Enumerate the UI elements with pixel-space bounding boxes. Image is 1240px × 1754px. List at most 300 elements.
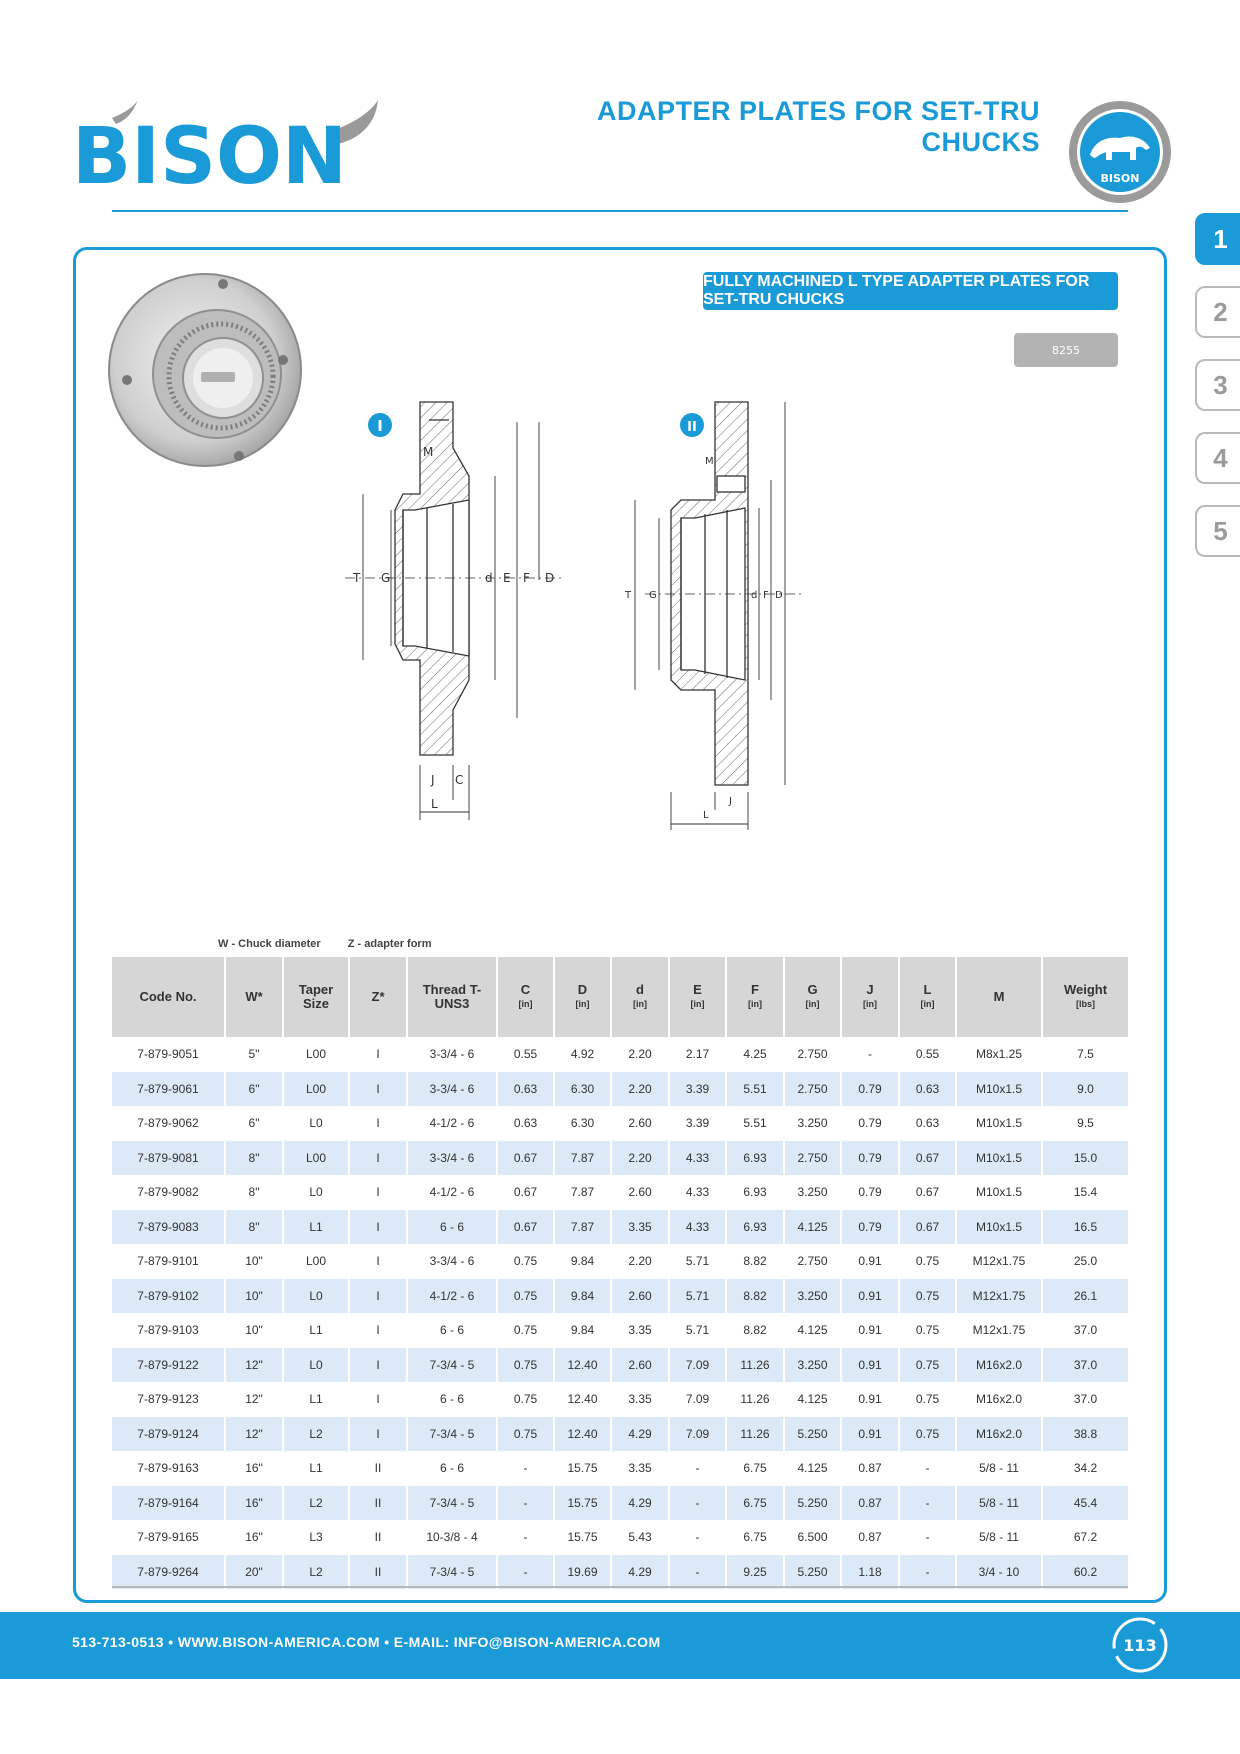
label-f-2: F: [763, 590, 769, 601]
table-cell: 0.75: [497, 1348, 554, 1383]
table-cell: 6.93: [726, 1141, 784, 1176]
table-cell: 0.75: [497, 1382, 554, 1417]
table-row: [112, 1348, 1128, 1383]
label-d-2: d: [751, 590, 758, 601]
table-cell: 6": [225, 1106, 283, 1141]
table-cell: I: [349, 1348, 407, 1383]
table-cell: 0.87: [841, 1486, 899, 1521]
table-cell: 0.63: [497, 1106, 554, 1141]
column-header-unit: [in]: [518, 999, 533, 1009]
table-cell: -: [497, 1451, 554, 1486]
column-header-label: E: [693, 982, 702, 997]
footer-contact: 513-713-0513 • WWW.BISON-AMERICA.COM • E-MAIL: INFO@BISON-AMERICA.COM: [72, 1634, 661, 1650]
drawing-form-2: [635, 402, 805, 830]
table-cell: 6 - 6: [407, 1382, 497, 1417]
table-cell: M16x2.0: [956, 1348, 1042, 1383]
table-cell: II: [349, 1555, 407, 1590]
table-cell: 6.30: [554, 1106, 611, 1141]
column-header-label: C: [520, 982, 531, 997]
table-cell: 0.67: [497, 1210, 554, 1245]
table-cell: 26.1: [1042, 1279, 1128, 1314]
table-cell: 0.75: [497, 1313, 554, 1348]
table-cell: 16": [225, 1451, 283, 1486]
table-cell: 20": [225, 1555, 283, 1590]
table-cell: 11.26: [726, 1417, 784, 1452]
table-header-row: [112, 957, 1128, 1037]
table-cell: 12": [225, 1382, 283, 1417]
table-cell: 0.75: [497, 1417, 554, 1452]
table-cell: 0.75: [899, 1382, 956, 1417]
table-cell: 3.250: [784, 1175, 841, 1210]
table-cell: 7-879-9101: [137, 1254, 199, 1269]
label-l-2: L: [703, 810, 709, 821]
table-cell: 7-3/4 - 5: [407, 1348, 497, 1383]
table-row: [112, 1486, 1128, 1521]
table-cell: 6 - 6: [407, 1451, 497, 1486]
table-cell: -: [497, 1555, 554, 1590]
table-cell: 0.79: [841, 1210, 899, 1245]
chapter-tab-2[interactable]: 2: [1195, 286, 1240, 338]
table-cell: I: [349, 1072, 407, 1107]
table-cell: 37.0: [1042, 1382, 1128, 1417]
table-cell: 2.750: [784, 1141, 841, 1176]
table-cell: 2.20: [611, 1072, 669, 1107]
table-cell: 6 - 6: [407, 1313, 497, 1348]
table-cell: 7-3/4 - 5: [407, 1417, 497, 1452]
table-cell: 16": [225, 1486, 283, 1521]
table-cell: 7-879-9062: [137, 1116, 199, 1131]
table-cell: 2.750: [784, 1037, 841, 1072]
table-cell: 6.93: [726, 1175, 784, 1210]
table-cell: -: [669, 1451, 726, 1486]
column-header-unit: [in]: [690, 999, 705, 1009]
table-cell: 4.125: [784, 1313, 841, 1348]
adapter-plates-table: [112, 957, 1128, 1589]
label-m-1: M: [423, 445, 434, 459]
table-cell: 5": [225, 1037, 283, 1072]
table-cell: 45.4: [1042, 1486, 1128, 1521]
table-body: [112, 1037, 1128, 1589]
series-badge: 8255: [1014, 333, 1118, 367]
table-cell: L00: [283, 1037, 349, 1072]
table-cell: 0.79: [841, 1072, 899, 1107]
form-1-label: I: [377, 417, 383, 435]
table-cell: M12x1.75: [956, 1244, 1042, 1279]
adapter-plate-photo: [105, 270, 305, 470]
table-cell: 8": [225, 1210, 283, 1245]
column-header: [349, 957, 407, 1037]
table-row: [112, 1141, 1128, 1176]
table-cell: 8.82: [726, 1279, 784, 1314]
table-cell: -: [899, 1451, 956, 1486]
table-cell: 4.33: [669, 1141, 726, 1176]
label-t-1: T: [353, 571, 361, 585]
label-j-2: J: [729, 796, 732, 807]
technical-drawings: [345, 380, 905, 840]
table-cell: 0.75: [899, 1348, 956, 1383]
table-cell: 0.75: [899, 1417, 956, 1452]
column-header: [956, 957, 1042, 1037]
table-cell: 15.75: [554, 1520, 611, 1555]
table-cell: 0.79: [841, 1175, 899, 1210]
table-cell: I: [349, 1279, 407, 1314]
table-cell: M8x1.25: [956, 1037, 1042, 1072]
chapter-tab-1[interactable]: 1: [1195, 213, 1240, 265]
drawing-form-1: [345, 402, 565, 820]
table-cell: 2.750: [784, 1244, 841, 1279]
table-cell: 3-3/4 - 6: [407, 1141, 497, 1176]
table-cell: 7-3/4 - 5: [407, 1486, 497, 1521]
table-cell: 4.25: [726, 1037, 784, 1072]
table-cell: M10x1.5: [956, 1210, 1042, 1245]
table-cell: 37.0: [1042, 1348, 1128, 1383]
table-cell: L0: [283, 1279, 349, 1314]
table-legend: [218, 938, 455, 950]
label-t-2: T: [625, 590, 632, 601]
table-row: [112, 1106, 1128, 1141]
table-cell: 12.40: [554, 1382, 611, 1417]
table-cell: -: [899, 1555, 956, 1590]
table-cell: 3/4 - 10: [956, 1555, 1042, 1590]
table-row: [112, 1072, 1128, 1107]
table-cell: 12": [225, 1348, 283, 1383]
table-cell: 5.71: [669, 1279, 726, 1314]
table-cell: M16x2.0: [956, 1417, 1042, 1452]
table-cell: 9.0: [1042, 1072, 1128, 1107]
table-cell: 0.75: [899, 1279, 956, 1314]
column-header-unit: [in]: [863, 999, 877, 1009]
table-cell: 7-879-9122: [112, 1348, 225, 1383]
table-cell: 5.250: [784, 1486, 841, 1521]
label-j-1: J: [431, 773, 435, 787]
table-cell: 7-879-9102: [112, 1279, 225, 1314]
chapter-tab-4[interactable]: 4: [1195, 432, 1240, 484]
column-header-label: F: [751, 982, 759, 997]
table-cell: 3.35: [611, 1210, 669, 1245]
table-cell: 0.67: [497, 1141, 554, 1176]
table-cell: 4.125: [784, 1210, 841, 1245]
column-header-unit: [lbs]: [1076, 999, 1095, 1009]
table-row: [112, 1555, 1128, 1590]
column-header: [407, 957, 497, 1037]
table-cell: 7-879-9163: [137, 1461, 199, 1476]
label-m-2: M: [705, 456, 714, 467]
column-header: [225, 957, 283, 1037]
table-cell: 7-879-9083: [112, 1210, 225, 1245]
table-row: [112, 1382, 1128, 1417]
column-header: [112, 957, 225, 1037]
column-header: [899, 957, 956, 1037]
table-cell: I: [349, 1175, 407, 1210]
table-cell: -: [669, 1486, 726, 1521]
column-header-label: Z*: [371, 989, 385, 1004]
table-cell: 0.91: [841, 1279, 899, 1314]
table-cell: 6": [225, 1072, 283, 1107]
table-cell: 6.75: [726, 1520, 784, 1555]
table-cell: L1: [283, 1382, 349, 1417]
table-cell: L2: [283, 1417, 349, 1452]
column-header: [611, 957, 669, 1037]
table-cell: M16x2.0: [956, 1382, 1042, 1417]
table-cell: 0.91: [841, 1313, 899, 1348]
column-header: [841, 957, 899, 1037]
table-row: [112, 1417, 1128, 1452]
table-cell: M12x1.75: [956, 1313, 1042, 1348]
table-cell: II: [349, 1486, 407, 1521]
table-cell: 4.125: [784, 1382, 841, 1417]
table-cell: 3.39: [669, 1106, 726, 1141]
page-title: ADAPTER PLATES FOR SET-TRU CHUCKS: [596, 96, 1040, 157]
table-cell: 6 - 6: [407, 1210, 497, 1245]
table-cell: 0.63: [899, 1072, 956, 1107]
table-cell: 3.35: [611, 1451, 669, 1486]
label-e-1: E: [503, 571, 511, 585]
table-cell: L1: [283, 1451, 349, 1486]
table-cell: 15.75: [554, 1486, 611, 1521]
table-bottom-rule: [112, 1586, 1128, 1588]
table-cell: 4.29: [611, 1555, 669, 1590]
table-row: [112, 1451, 1128, 1486]
table-cell: 10": [225, 1313, 283, 1348]
table-row: [112, 1175, 1128, 1210]
column-header-label: G: [807, 982, 818, 997]
table-cell: L2: [283, 1486, 349, 1521]
column-header-label: Code No.: [139, 989, 197, 1004]
table-cell: 6.75: [726, 1486, 784, 1521]
column-header: [1042, 957, 1128, 1037]
table-cell: 0.67: [899, 1175, 956, 1210]
table-cell: I: [349, 1210, 407, 1245]
table-cell: 7-879-9061: [112, 1072, 225, 1107]
table-cell: 5.51: [726, 1072, 784, 1107]
table-cell: 0.67: [497, 1175, 554, 1210]
table-cell: 38.8: [1042, 1417, 1128, 1452]
table-cell: 5.43: [611, 1520, 669, 1555]
table-cell: 5.71: [669, 1244, 726, 1279]
column-header-label: Weight: [1063, 982, 1108, 997]
table-cell: 3.35: [611, 1313, 669, 1348]
table-cell: 7.09: [669, 1417, 726, 1452]
table-cell: 0.75: [497, 1279, 554, 1314]
table-cell: L00: [283, 1244, 349, 1279]
table-cell: 6.93: [726, 1210, 784, 1245]
table-cell: 37.0: [1042, 1313, 1128, 1348]
table-cell: 8.82: [726, 1244, 784, 1279]
table-cell: 0.67: [899, 1141, 956, 1176]
table-cell: 7-3/4 - 5: [407, 1555, 497, 1590]
table-cell: 0.87: [841, 1451, 899, 1486]
table-cell: 6.30: [554, 1072, 611, 1107]
table-cell: 0.91: [841, 1244, 899, 1279]
column-header-label: Taper Size: [298, 982, 334, 1011]
table-cell: L1: [283, 1313, 349, 1348]
table-cell: 0.75: [899, 1313, 956, 1348]
table-cell: I: [349, 1037, 407, 1072]
column-header: [554, 957, 611, 1037]
table-cell: 4.33: [669, 1210, 726, 1245]
table-cell: I: [349, 1313, 407, 1348]
table-cell: 5/8 - 11: [956, 1451, 1042, 1486]
table-cell: L0: [283, 1348, 349, 1383]
column-header-label: L: [923, 982, 932, 997]
table-cell: I: [349, 1417, 407, 1452]
column-header: [497, 957, 554, 1037]
table-cell: 5.51: [726, 1106, 784, 1141]
column-header-label: Thread T-UNS3: [422, 982, 482, 1011]
table-cell: 7.09: [669, 1382, 726, 1417]
table-cell: -: [899, 1486, 956, 1521]
table-cell: 9.84: [554, 1313, 611, 1348]
label-d-upper-1: D: [545, 571, 555, 585]
table-cell: M12x1.75: [956, 1279, 1042, 1314]
label-l-1: L: [431, 797, 438, 811]
table-cell: 5/8 - 11: [956, 1520, 1042, 1555]
table-cell: 7.87: [554, 1175, 611, 1210]
table-cell: 1.18: [841, 1555, 899, 1590]
table-cell: L3: [283, 1520, 349, 1555]
table-cell: I: [349, 1244, 407, 1279]
table-cell: -: [899, 1520, 956, 1555]
table-cell: L00: [283, 1072, 349, 1107]
table-cell: 6.75: [726, 1451, 784, 1486]
table-cell: 16": [225, 1520, 283, 1555]
table-cell: 3.250: [784, 1106, 841, 1141]
table-cell: 7-879-9103: [137, 1323, 199, 1338]
column-header-unit: [in]: [920, 999, 935, 1009]
table-cell: 0.75: [899, 1244, 956, 1279]
table-cell: 19.69: [554, 1555, 611, 1590]
table-cell: 7.09: [669, 1348, 726, 1383]
table-cell: 7-879-9124: [112, 1417, 225, 1452]
form-2-label: II: [687, 420, 697, 435]
table-cell: 5.250: [784, 1555, 841, 1590]
table-cell: 2.60: [611, 1348, 669, 1383]
table-cell: 34.2: [1042, 1451, 1128, 1486]
badge-text: BISON: [1100, 172, 1140, 185]
table-cell: 3-3/4 - 6: [407, 1244, 497, 1279]
table-cell: 4.29: [611, 1417, 669, 1452]
page-number: 113: [1123, 1636, 1157, 1655]
table-row: [112, 1210, 1128, 1245]
table-cell: M10x1.5: [956, 1106, 1042, 1141]
table-row: [112, 1313, 1128, 1348]
table-cell: 8": [225, 1141, 283, 1176]
bison-logo: [72, 100, 382, 190]
column-header: [726, 957, 784, 1037]
table-cell: 7-879-9123: [137, 1392, 199, 1407]
table-cell: 4.29: [611, 1486, 669, 1521]
table-cell: 15.75: [554, 1451, 611, 1486]
table-cell: 7-879-9264: [112, 1555, 225, 1590]
table-cell: 4-1/2 - 6: [407, 1106, 497, 1141]
table-cell: 0.55: [899, 1037, 956, 1072]
legend-w: W - Chuck diameter: [218, 938, 321, 950]
table-cell: 3-3/4 - 6: [407, 1072, 497, 1107]
table-cell: 9.25: [726, 1555, 784, 1590]
chapter-tab-5[interactable]: 5: [1195, 505, 1240, 557]
table-cell: 7-879-9164: [112, 1486, 225, 1521]
label-g-2: G: [649, 590, 657, 601]
column-header: [283, 957, 349, 1037]
table-cell: 2.17: [669, 1037, 726, 1072]
table-cell: 3.35: [611, 1382, 669, 1417]
column-header-label: J: [866, 982, 874, 997]
chapter-tab-3[interactable]: 3: [1195, 359, 1240, 411]
table-cell: 15.0: [1042, 1141, 1128, 1176]
column-header-label: d: [636, 982, 644, 997]
table-cell: 0.55: [497, 1037, 554, 1072]
table-cell: 7-879-9081: [112, 1141, 225, 1176]
table-cell: M10x1.5: [956, 1072, 1042, 1107]
table-cell: 2.60: [611, 1106, 669, 1141]
legend-z: Z - adapter form: [347, 938, 432, 950]
table-cell: L0: [283, 1106, 349, 1141]
table-cell: M10x1.5: [956, 1175, 1042, 1210]
table-cell: 6.500: [784, 1520, 841, 1555]
label-d-1: d: [485, 571, 493, 585]
label-c-1: C: [455, 773, 464, 787]
table-cell: L2: [283, 1555, 349, 1590]
table-cell: 4-1/2 - 6: [407, 1175, 497, 1210]
column-header-label: W*: [245, 989, 263, 1004]
table-cell: -: [669, 1555, 726, 1590]
table-row: [112, 1279, 1128, 1314]
table-cell: 0.67: [899, 1210, 956, 1245]
table-cell: -: [497, 1520, 554, 1555]
table-cell: 3-3/4 - 6: [407, 1037, 497, 1072]
table-cell: 7-879-9165: [137, 1530, 199, 1545]
label-g-1: G: [381, 571, 391, 585]
table-cell: 2.20: [611, 1244, 669, 1279]
table-row: [112, 1037, 1128, 1072]
table-cell: 2.20: [611, 1141, 669, 1176]
table-cell: 4.92: [554, 1037, 611, 1072]
table-cell: 12": [225, 1417, 283, 1452]
table-cell: 3.39: [669, 1072, 726, 1107]
table-cell: 9.84: [554, 1279, 611, 1314]
label-f-1: F: [523, 571, 530, 585]
column-header-unit: [in]: [748, 999, 762, 1009]
table-cell: -: [669, 1520, 726, 1555]
table-cell: 2.60: [611, 1279, 669, 1314]
table-cell: II: [349, 1520, 407, 1555]
table-cell: 67.2: [1042, 1520, 1128, 1555]
table-row: [112, 1244, 1128, 1279]
bison-badge-icon: [1068, 100, 1172, 204]
table-cell: 10": [225, 1244, 283, 1279]
column-header-label: D: [577, 982, 588, 997]
table-cell: 3.250: [784, 1348, 841, 1383]
table-cell: -: [497, 1486, 554, 1521]
table-cell: I: [349, 1141, 407, 1176]
table-cell: 15.4: [1042, 1175, 1128, 1210]
table-cell: 0.91: [841, 1348, 899, 1383]
table-cell: 0.87: [841, 1520, 899, 1555]
table-cell: 5.250: [784, 1417, 841, 1452]
table-cell: 4-1/2 - 6: [407, 1279, 497, 1314]
table-cell: 0.63: [899, 1106, 956, 1141]
table-cell: 4.33: [669, 1175, 726, 1210]
table-cell: L0: [283, 1175, 349, 1210]
label-d-upper-2: D: [775, 590, 783, 601]
table-cell: 60.2: [1042, 1555, 1128, 1590]
column-header: [669, 957, 726, 1037]
column-header-unit: [in]: [575, 999, 590, 1009]
table-cell: 0.75: [497, 1244, 554, 1279]
table-cell: 0.91: [841, 1417, 899, 1452]
table-cell: 11.26: [726, 1382, 784, 1417]
table-cell: 0.79: [841, 1141, 899, 1176]
